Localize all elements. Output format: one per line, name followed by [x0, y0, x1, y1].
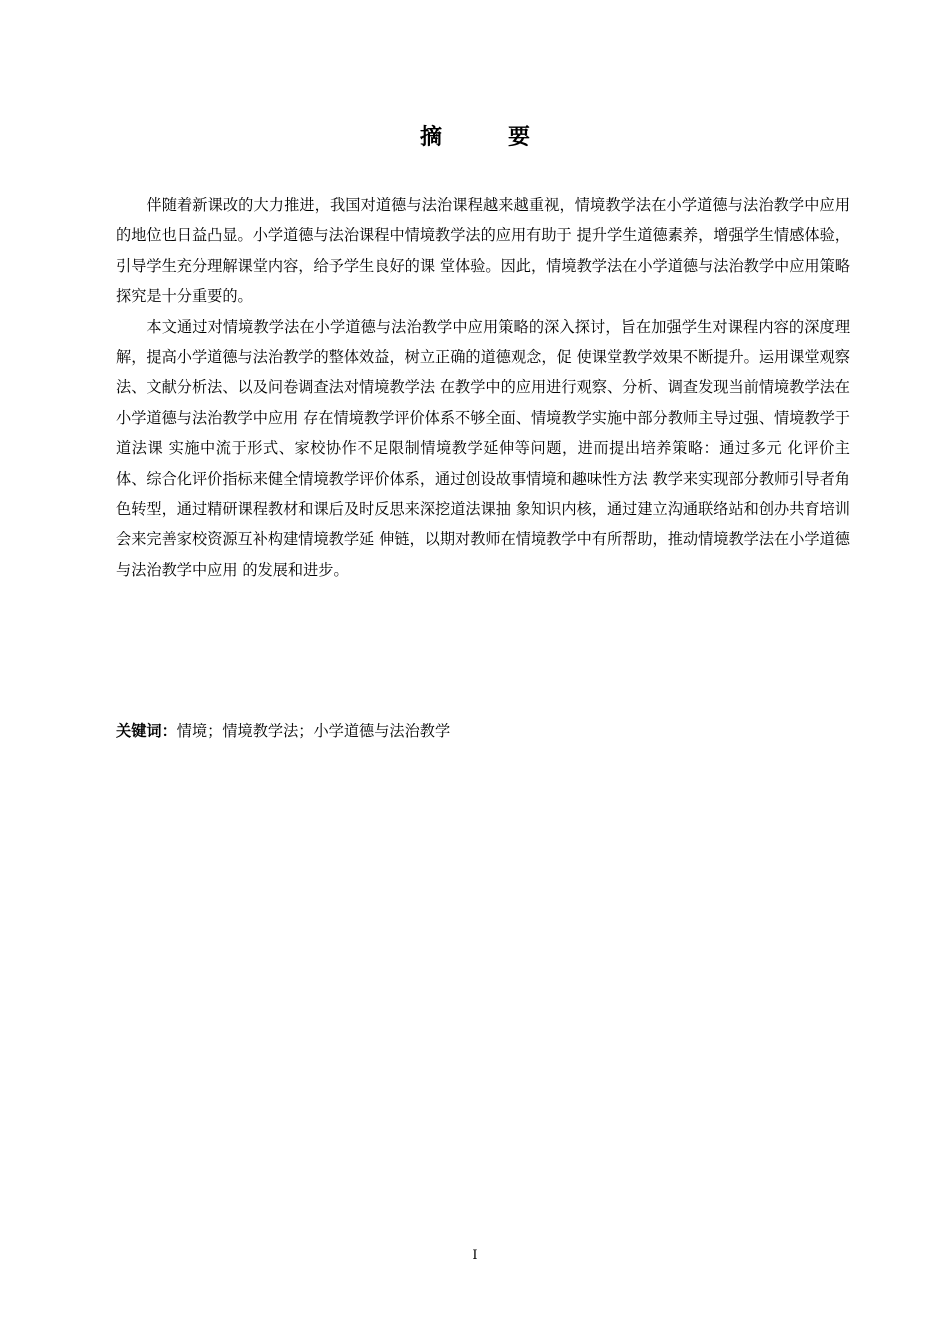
page-title: 摘 要 [419, 125, 552, 150]
keywords-value: 情境；情境教学法；小学道德与法治教学 [176, 722, 451, 740]
keywords-line [116, 716, 850, 746]
abstract-paragraph-2: 本文通过对情境教学法在小学道德与法治教学中应用策略的深入探讨，旨在加强学生对课程内容的深度理解，提高小学道德与法治教学的整体效益，树立正确的道德观念，促 使课堂教学效果不断提升。运用课堂观察法、文献分析法、以及问卷调查法对情境教学法 在教学中的应用进行观察、分析、调查发现当前情境教学法在小学道德与法治教学中应用 存在情境教学评价体系不够全面、情境教学实施中部分教师主导过强、情境教学于道法课 实施中流于形式、家校协作不足限制情境教学延伸等问题，进而提出培养策略：通过多元 化评价主体、综合化评价指标来健全情境教学评价体系，通过创设故事情境和趣味性方法 教学来实现部分教师引导者角色转型，通过精研课程教材和课后及时反思来深挖道法课抽 象知识内核，通过建立沟通联络站和创办共育培训会来完善家校资源互补构建情境教学延 伸链，以期对教师在情境教学中有所帮助，推动情境教学法在小学道德与法治教学中应用 的发展和进步。 [116, 317, 850, 579]
keywords-label: 关键词： [116, 722, 177, 740]
abstract-body [116, 190, 850, 585]
abstract-paragraph-1: 伴随着新课改的大力推进，我国对道德与法治课程越来越重视，情境教学法在小学道德与法治教学中应用的地位也日益凸显。小学道德与法治课程中情境教学法的应用有助于 提升学生道德素养，增强学生情感体验，引导学生充分理解课堂内容，给予学生良好的课 堂体验。因此，情境教学法在小学道德与法治教学中应用策略探究是十分重要的。 [116, 196, 850, 306]
page-number: I [472, 1248, 478, 1263]
